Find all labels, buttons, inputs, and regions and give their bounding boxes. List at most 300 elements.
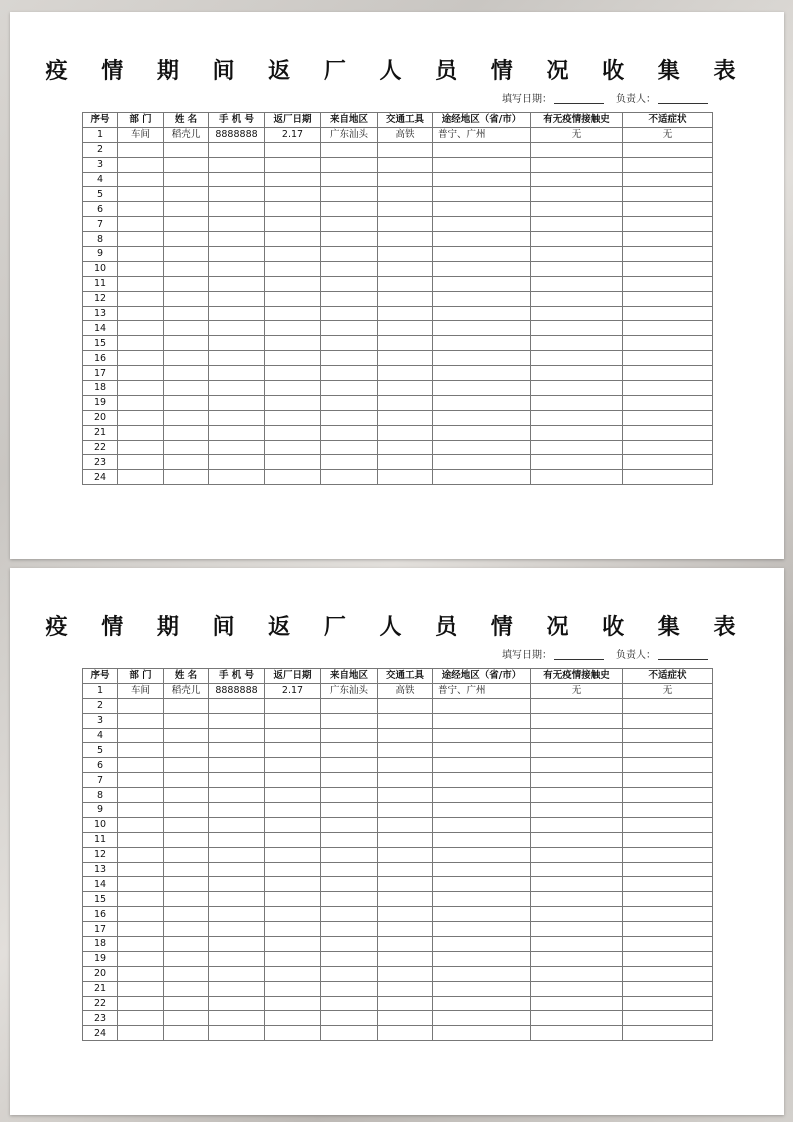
table-cell[interactable] [378,202,433,217]
table-cell[interactable] [623,743,713,758]
table-cell[interactable] [378,951,433,966]
table-cell[interactable] [531,157,623,172]
table-cell[interactable] [531,907,623,922]
table-cell[interactable] [433,351,531,366]
table-cell[interactable] [531,966,623,981]
table-cell[interactable] [531,892,623,907]
table-cell[interactable]: 8888888 [209,683,265,698]
table-cell[interactable] [265,202,321,217]
table-cell[interactable] [164,410,209,425]
table-cell[interactable] [321,1026,378,1041]
table-cell[interactable] [209,832,265,847]
table-cell[interactable] [209,862,265,877]
table-cell[interactable] [209,202,265,217]
table-cell[interactable] [531,291,623,306]
table-cell[interactable] [531,937,623,952]
table-cell[interactable] [118,951,164,966]
table-cell[interactable] [531,773,623,788]
table-cell[interactable] [378,981,433,996]
table-cell[interactable] [531,366,623,381]
table-cell[interactable] [623,187,713,202]
table-cell[interactable] [378,907,433,922]
table-cell[interactable] [433,951,531,966]
table-cell[interactable] [164,758,209,773]
table-cell[interactable] [118,351,164,366]
table-cell[interactable]: 广东汕头 [321,683,378,698]
table-cell[interactable] [623,937,713,952]
table-cell[interactable] [209,247,265,262]
table-cell[interactable] [321,832,378,847]
table-cell[interactable] [378,728,433,743]
table-cell[interactable] [209,743,265,758]
table-cell[interactable] [209,336,265,351]
table-cell[interactable] [433,832,531,847]
table-cell[interactable] [531,336,623,351]
table-cell[interactable] [531,758,623,773]
table-cell[interactable] [378,996,433,1011]
table-cell[interactable] [433,1011,531,1026]
table-cell[interactable] [531,1011,623,1026]
table-cell[interactable]: 无 [531,127,623,142]
table-cell[interactable] [164,321,209,336]
table-cell[interactable] [164,817,209,832]
table-cell[interactable] [321,966,378,981]
table-cell[interactable] [209,981,265,996]
table-cell[interactable] [118,892,164,907]
table-cell[interactable]: 广东汕头 [321,127,378,142]
table-cell[interactable] [531,276,623,291]
table-cell[interactable] [433,817,531,832]
table-cell[interactable] [433,291,531,306]
table-cell[interactable] [265,1011,321,1026]
table-cell[interactable] [164,1011,209,1026]
table-cell[interactable] [209,773,265,788]
table-cell[interactable] [433,996,531,1011]
table-cell[interactable] [209,291,265,306]
table-cell[interactable] [531,321,623,336]
table-cell[interactable] [118,247,164,262]
table-cell[interactable] [265,847,321,862]
table-cell[interactable] [209,276,265,291]
table-cell[interactable] [209,395,265,410]
table-cell[interactable] [623,966,713,981]
table-cell[interactable] [164,1026,209,1041]
table-cell[interactable] [531,803,623,818]
table-cell[interactable]: 2.17 [265,127,321,142]
table-cell[interactable] [623,157,713,172]
table-cell[interactable] [265,247,321,262]
table-cell[interactable] [209,1011,265,1026]
table-cell[interactable] [433,773,531,788]
table-cell[interactable] [378,773,433,788]
table-cell[interactable] [378,276,433,291]
table-cell[interactable] [623,470,713,485]
table-cell[interactable] [378,877,433,892]
table-cell[interactable] [433,981,531,996]
table-cell[interactable] [378,1011,433,1026]
table-cell[interactable] [378,1026,433,1041]
table-cell[interactable] [164,440,209,455]
table-cell[interactable] [265,713,321,728]
table-cell[interactable] [433,966,531,981]
table-cell[interactable] [531,142,623,157]
table-cell[interactable] [321,743,378,758]
table-cell[interactable] [378,291,433,306]
table-cell[interactable] [321,758,378,773]
table-cell[interactable] [209,788,265,803]
table-cell[interactable] [378,321,433,336]
table-cell[interactable] [265,1026,321,1041]
table-cell[interactable] [623,351,713,366]
table-cell[interactable] [209,713,265,728]
table-cell[interactable] [531,981,623,996]
table-cell[interactable] [209,847,265,862]
table-cell[interactable] [118,291,164,306]
table-cell[interactable] [531,425,623,440]
table-cell[interactable] [378,142,433,157]
table-cell[interactable]: 无 [531,683,623,698]
table-cell[interactable]: 车间 [118,127,164,142]
table-cell[interactable] [378,803,433,818]
table-cell[interactable] [209,187,265,202]
table-cell[interactable] [164,336,209,351]
table-cell[interactable] [321,803,378,818]
table-cell[interactable] [623,713,713,728]
table-cell[interactable] [164,907,209,922]
table-cell[interactable] [118,713,164,728]
table-cell[interactable] [209,261,265,276]
table-cell[interactable] [265,410,321,425]
table-cell[interactable] [321,202,378,217]
table-cell[interactable] [118,232,164,247]
table-cell[interactable] [118,832,164,847]
table-cell[interactable] [164,803,209,818]
table-cell[interactable] [265,172,321,187]
table-cell[interactable] [118,728,164,743]
table-cell[interactable] [164,788,209,803]
table-cell[interactable] [623,728,713,743]
table-cell[interactable] [378,366,433,381]
table-cell[interactable] [623,172,713,187]
table-cell[interactable] [623,232,713,247]
table-cell[interactable] [321,937,378,952]
table-cell[interactable] [118,381,164,396]
table-cell[interactable] [433,803,531,818]
table-cell[interactable] [623,440,713,455]
table-cell[interactable] [531,847,623,862]
table-cell[interactable] [118,847,164,862]
table-cell[interactable] [378,232,433,247]
table-cell[interactable]: 8888888 [209,127,265,142]
table-cell[interactable] [265,336,321,351]
table-cell[interactable] [623,381,713,396]
table-cell[interactable] [265,395,321,410]
table-cell[interactable] [433,232,531,247]
table-cell[interactable] [321,306,378,321]
table-cell[interactable] [209,728,265,743]
table-cell[interactable] [433,366,531,381]
table-cell[interactable] [321,142,378,157]
table-cell[interactable] [378,247,433,262]
table-cell[interactable] [164,847,209,862]
table-cell[interactable] [118,455,164,470]
table-cell[interactable] [623,892,713,907]
table-cell[interactable] [164,261,209,276]
table-cell[interactable] [433,743,531,758]
table-cell[interactable] [118,743,164,758]
table-cell[interactable] [164,966,209,981]
table-cell[interactable] [433,937,531,952]
table-cell[interactable] [265,157,321,172]
table-cell[interactable]: 高铁 [378,683,433,698]
table-cell[interactable] [209,366,265,381]
table-cell[interactable] [531,202,623,217]
table-cell[interactable] [118,157,164,172]
table-cell[interactable] [623,773,713,788]
table-cell[interactable] [623,758,713,773]
table-cell[interactable]: 2.17 [265,683,321,698]
table-cell[interactable] [265,321,321,336]
table-cell[interactable] [623,455,713,470]
table-cell[interactable] [531,788,623,803]
table-cell[interactable] [164,425,209,440]
table-cell[interactable] [623,425,713,440]
fill-date-blank[interactable] [554,659,604,660]
table-cell[interactable] [623,832,713,847]
table-cell[interactable] [433,381,531,396]
table-cell[interactable] [209,907,265,922]
table-cell[interactable] [433,410,531,425]
table-cell[interactable] [531,381,623,396]
table-cell[interactable] [433,247,531,262]
table-cell[interactable]: 车间 [118,683,164,698]
table-cell[interactable] [378,395,433,410]
table-cell[interactable] [623,951,713,966]
table-cell[interactable] [433,321,531,336]
table-cell[interactable] [321,455,378,470]
table-cell[interactable] [531,1026,623,1041]
table-cell[interactable] [164,922,209,937]
table-cell[interactable] [531,395,623,410]
table-cell[interactable] [209,306,265,321]
table-cell[interactable] [531,217,623,232]
table-cell[interactable] [209,172,265,187]
table-cell[interactable] [265,698,321,713]
table-cell[interactable] [164,698,209,713]
table-cell[interactable] [531,470,623,485]
table-cell[interactable] [265,728,321,743]
table-cell[interactable]: 稻壳儿 [164,683,209,698]
table-cell[interactable]: 普宁、广州 [433,683,531,698]
table-cell[interactable] [433,202,531,217]
table-cell[interactable] [378,217,433,232]
responsible-blank[interactable] [658,103,708,104]
table-cell[interactable] [265,951,321,966]
table-cell[interactable] [433,847,531,862]
table-cell[interactable] [321,261,378,276]
table-cell[interactable] [378,172,433,187]
table-cell[interactable] [531,713,623,728]
table-cell[interactable] [209,455,265,470]
table-cell[interactable] [433,455,531,470]
table-cell[interactable] [321,440,378,455]
table-cell[interactable] [164,743,209,758]
table-cell[interactable] [378,157,433,172]
table-cell[interactable] [118,1011,164,1026]
table-cell[interactable] [623,862,713,877]
table-cell[interactable] [265,862,321,877]
table-cell[interactable] [209,966,265,981]
table-cell[interactable] [321,381,378,396]
table-cell[interactable] [433,425,531,440]
table-cell[interactable] [531,862,623,877]
table-cell[interactable] [433,1026,531,1041]
table-cell[interactable]: 普宁、广州 [433,127,531,142]
table-cell[interactable] [321,788,378,803]
table-cell[interactable] [321,291,378,306]
table-cell[interactable] [118,142,164,157]
table-cell[interactable] [623,698,713,713]
table-cell[interactable] [265,832,321,847]
table-cell[interactable]: 无 [623,683,713,698]
table-cell[interactable] [321,172,378,187]
table-cell[interactable] [433,440,531,455]
table-cell[interactable] [265,743,321,758]
table-cell[interactable]: 无 [623,127,713,142]
table-cell[interactable] [209,217,265,232]
table-cell[interactable] [321,877,378,892]
table-cell[interactable] [531,261,623,276]
table-cell[interactable] [321,773,378,788]
table-cell[interactable] [209,351,265,366]
table-cell[interactable] [265,996,321,1011]
table-cell[interactable] [433,336,531,351]
table-cell[interactable] [118,440,164,455]
table-cell[interactable] [118,276,164,291]
table-cell[interactable] [378,817,433,832]
table-cell[interactable] [118,217,164,232]
table-cell[interactable] [209,440,265,455]
table-cell[interactable] [265,817,321,832]
table-cell[interactable] [378,336,433,351]
table-cell[interactable] [378,187,433,202]
table-cell[interactable] [623,366,713,381]
table-cell[interactable] [164,713,209,728]
table-cell[interactable] [209,922,265,937]
table-cell[interactable] [531,410,623,425]
table-cell[interactable] [321,728,378,743]
table-cell[interactable] [321,698,378,713]
table-cell[interactable] [433,217,531,232]
table-cell[interactable] [321,247,378,262]
table-cell[interactable] [378,922,433,937]
table-cell[interactable] [209,410,265,425]
table-cell[interactable] [164,187,209,202]
table-cell[interactable] [265,261,321,276]
table-cell[interactable] [118,922,164,937]
table-cell[interactable] [433,698,531,713]
table-cell[interactable] [623,817,713,832]
table-cell[interactable] [321,862,378,877]
table-cell[interactable] [321,366,378,381]
table-cell[interactable] [623,922,713,937]
table-cell[interactable] [118,937,164,952]
table-cell[interactable] [378,743,433,758]
table-cell[interactable] [118,758,164,773]
table-cell[interactable] [164,773,209,788]
table-cell[interactable] [118,395,164,410]
table-cell[interactable] [209,425,265,440]
table-cell[interactable] [623,410,713,425]
table-cell[interactable] [118,907,164,922]
table-cell[interactable] [378,381,433,396]
table-cell[interactable] [118,470,164,485]
table-cell[interactable] [321,425,378,440]
table-cell[interactable] [378,847,433,862]
table-cell[interactable] [209,321,265,336]
table-cell[interactable] [265,803,321,818]
table-cell[interactable] [321,276,378,291]
table-cell[interactable] [118,981,164,996]
table-cell[interactable] [433,261,531,276]
table-cell[interactable] [321,907,378,922]
table-cell[interactable] [164,172,209,187]
table-cell[interactable] [118,817,164,832]
table-cell[interactable] [321,410,378,425]
table-cell[interactable] [265,425,321,440]
table-cell[interactable] [433,306,531,321]
table-cell[interactable] [321,817,378,832]
table-cell[interactable] [531,440,623,455]
table-cell[interactable] [321,713,378,728]
table-cell[interactable] [623,142,713,157]
table-cell[interactable] [118,788,164,803]
table-cell[interactable] [623,1026,713,1041]
table-cell[interactable] [164,470,209,485]
table-cell[interactable] [118,321,164,336]
table-cell[interactable] [433,922,531,937]
table-cell[interactable] [164,366,209,381]
table-cell[interactable] [209,996,265,1011]
table-cell[interactable] [265,187,321,202]
table-cell[interactable] [321,981,378,996]
table-cell[interactable] [164,351,209,366]
table-cell[interactable] [164,951,209,966]
table-cell[interactable] [378,261,433,276]
table-cell[interactable] [378,470,433,485]
table-cell[interactable] [378,966,433,981]
table-cell[interactable] [623,336,713,351]
table-cell[interactable] [623,877,713,892]
table-cell[interactable] [209,698,265,713]
table-cell[interactable]: 高铁 [378,127,433,142]
table-cell[interactable] [531,187,623,202]
table-cell[interactable] [531,877,623,892]
table-cell[interactable] [623,996,713,1011]
table-cell[interactable] [265,773,321,788]
table-cell[interactable] [433,758,531,773]
table-cell[interactable] [118,172,164,187]
table-cell[interactable] [321,351,378,366]
table-cell[interactable] [118,410,164,425]
table-cell[interactable] [623,321,713,336]
table-cell[interactable] [623,847,713,862]
table-cell[interactable] [265,966,321,981]
table-cell[interactable] [265,366,321,381]
table-cell[interactable] [209,892,265,907]
table-cell[interactable] [623,261,713,276]
table-cell[interactable] [321,232,378,247]
